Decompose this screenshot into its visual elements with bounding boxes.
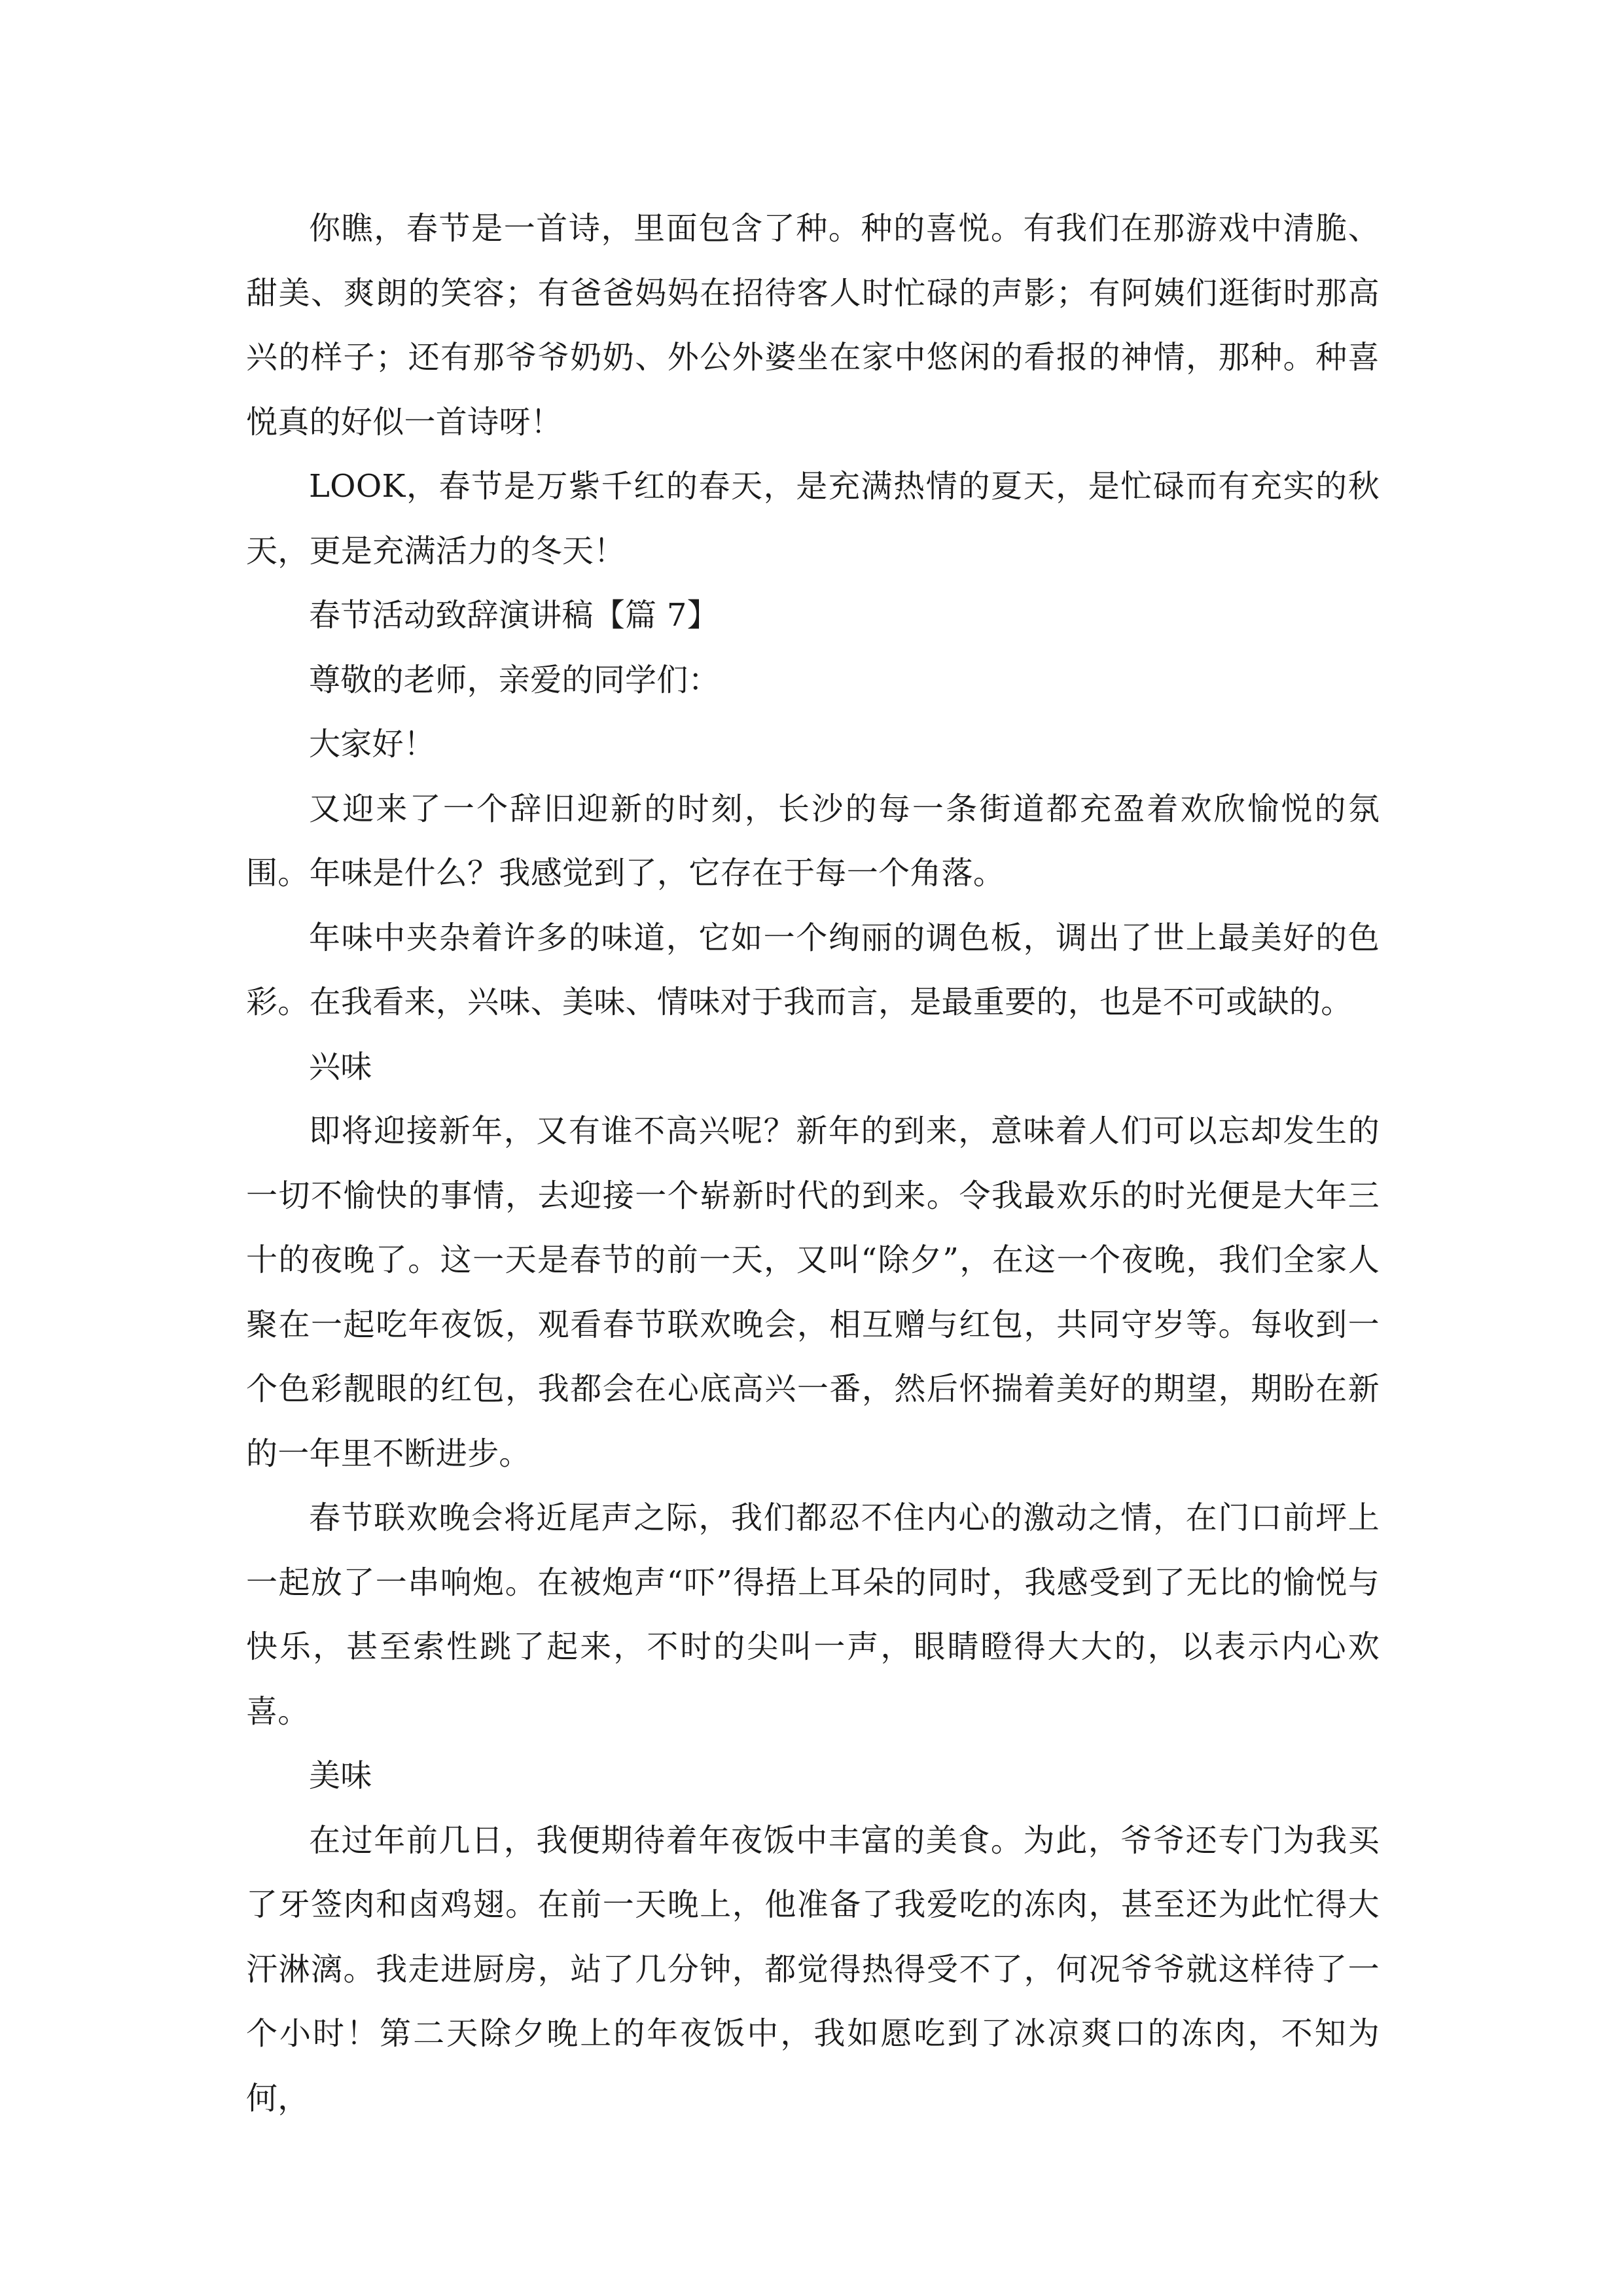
paragraph-poem: 你瞧，春节是一首诗，里面包含了种。种的喜悦。有我们在那游戏中清脆、甜美、爽朗的笑容；有爸爸妈妈在招待客人时忙碌的声影；有阿姨们逛街时那高兴的样子；还有那爷爷奶奶、外公外婆坐在家中悠闲的看报的神情，那种。种喜悦真的好似一首诗呀！ xyxy=(246,210,1380,440)
subheading-meiwei: 美味 xyxy=(309,1757,372,1794)
paragraph-intro: 又迎来了一个辞旧迎新的时刻，长沙的每一条街道都充盈着欢欣愉悦的氛围。年味是什么？我感觉到了，它存在于每一个角落。 xyxy=(246,790,1380,891)
paragraph-food: 在过年前几日，我便期待着年夜饭中丰富的美食。为此，爷爷还专门为我买了牙签肉和卤鸡翅。在前一天晚上，他准备了我爱吃的冻肉，甚至还为此忙得大汗淋漓。我走进厨房，站了几分钟，都觉得热得受不了，何况爷爷就这样待了一个小时！第二天除夕晚上的年夜饭中，我如愿吃到了冰凉爽口的冻肉，不知为何， xyxy=(246,1821,1380,2117)
paragraph-new-year-eve: 即将迎接新年，又有谁不高兴呢？新年的到来，意味着人们可以忘却发生的一切不愉快的事情，去迎接一个崭新时代的到来。令我最欢乐的时光便是大年三十的夜晚了。这一天是春节的前一天，又叫“除夕”，在这一个夜晚，我们全家人聚在一起吃年夜饭，观看春节联欢晚会，相互赠与红包，共同守岁等。每收到一个色彩靓眼的红包，我都会在心底高兴一番，然后怀揣着美好的期望，期盼在新的一年里不断进步。 xyxy=(246,1113,1380,1472)
document-body xyxy=(246,196,1380,2130)
section-title: 春节活动致辞演讲稿【篇 7】 xyxy=(309,597,719,634)
paragraph-firecrackers: 春节联欢晚会将近尾声之际，我们都忍不住内心的激动之情，在门口前坪上一起放了一串响炮。在被炮声“吓”得捂上耳朵的同时，我感受到了无比的愉悦与快乐，甚至索性跳了起来，不时的尖叫一声，眼睛瞪得大大的，以表示内心欢喜。 xyxy=(246,1499,1380,1730)
paragraph-look: LOOK，春节是万紫千红的春天，是充满热情的夏天，是忙碌而有充实的秋天，更是充满活力的冬天！ xyxy=(246,468,1380,569)
paragraph-flavors: 年味中夹杂着许多的味道，它如一个绚丽的调色板，调出了世上最美好的色彩。在我看来，兴味、美味、情味对于我而言，是最重要的，也是不可或缺的。 xyxy=(246,919,1380,1020)
greeting: 大家好！ xyxy=(309,726,436,762)
subheading-xingwei: 兴味 xyxy=(309,1048,372,1085)
salutation: 尊敬的老师，亲爱的同学们： xyxy=(309,661,720,698)
